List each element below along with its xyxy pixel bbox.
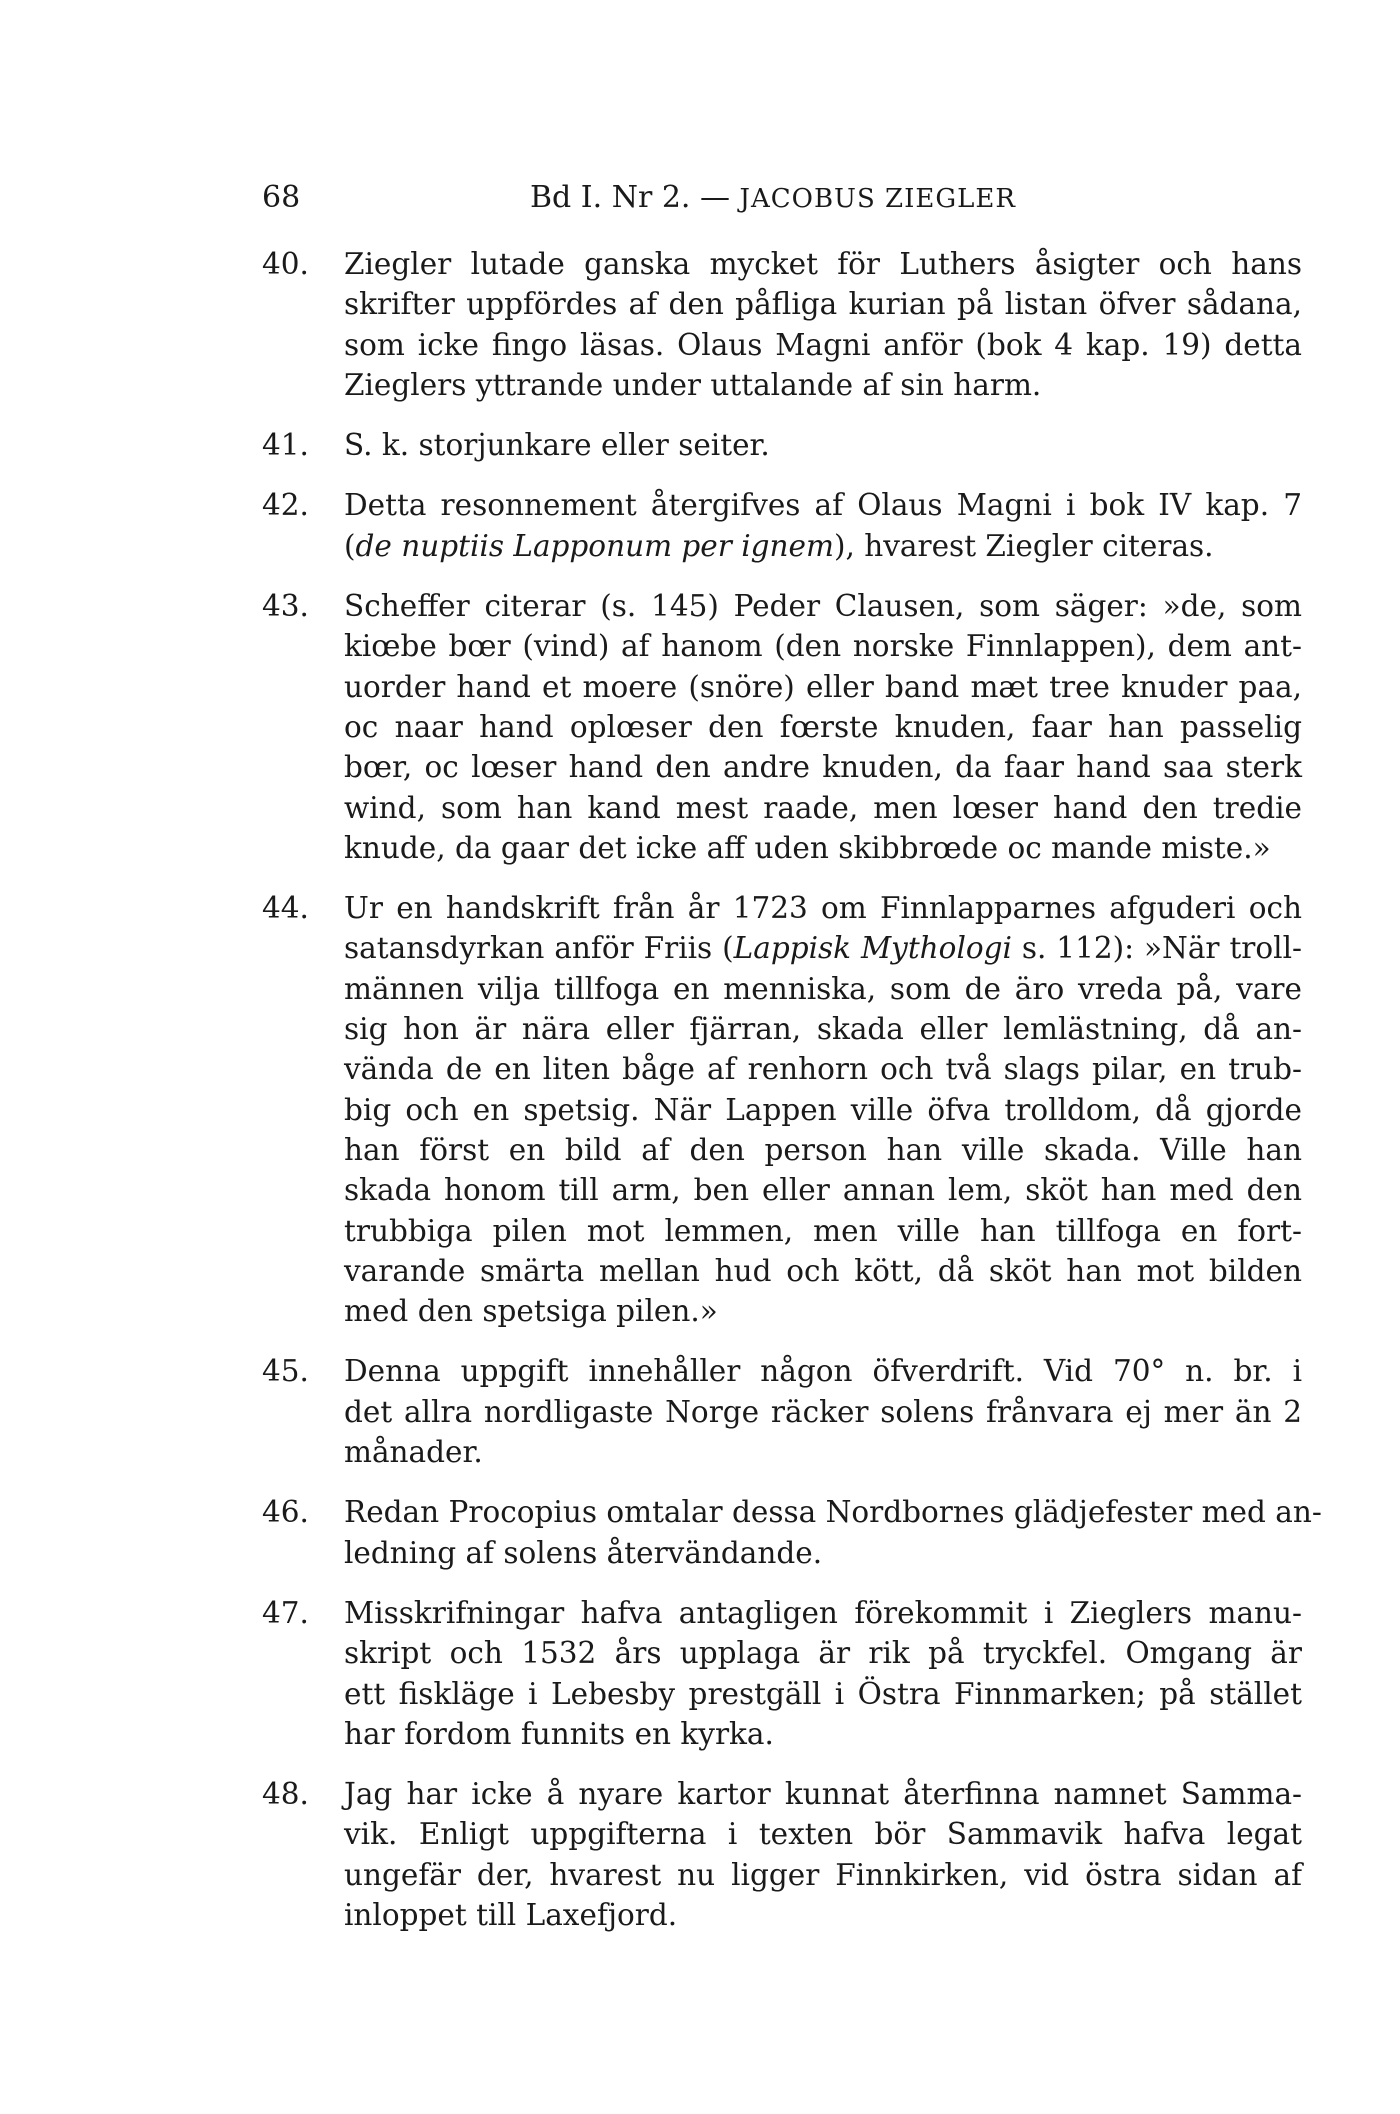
text-line: bœr, oc lœser hand den andre knuden, da faar hand saa sterk [344, 750, 1302, 785]
note-gap [262, 1472, 1302, 1492]
text-line: satansdyrkan anför Friis (Lappisk Mythologi s. 112): »När troll- [344, 931, 1302, 966]
note-gap [262, 1573, 1302, 1593]
footnote-text [344, 425, 1302, 465]
footnote-text [344, 1593, 1302, 1754]
footnote [262, 1774, 1302, 1935]
text-line: ledning af solens återvändande. [344, 1535, 823, 1570]
footnote [262, 425, 1302, 465]
text-line: det allra nordligaste Norge räcker solens frånvara ej mer än 2 [344, 1394, 1302, 1429]
page-number: 68 [262, 180, 301, 215]
text-line: han först en bild af den person han ville skada. Ville han [344, 1132, 1302, 1167]
notes-list [262, 244, 1322, 1935]
text-line: skada honom till arm, ben eller annan lem, sköt han med den [344, 1173, 1302, 1208]
text-line: ungefär der, hvarest nu ligger Finnkirken, vid östra sidan af [344, 1857, 1302, 1892]
footnote-text [344, 1492, 1322, 1573]
footnote [262, 1492, 1322, 1573]
text-line: månader. [344, 1435, 483, 1470]
footnote [262, 244, 1302, 405]
text-line: männen vilja tillfoga en menniska, som de äro vreda på, vare [344, 971, 1302, 1006]
footnote [262, 888, 1302, 1331]
text-line: Ur en handskrift från år 1723 om Finnlapparnes afguderi och [344, 891, 1302, 926]
text-line: Redan Procopius omtalar dessa Nordbornes glädjefester med an- [344, 1495, 1322, 1530]
footnote-number: 44. [262, 891, 309, 926]
footnote-text [344, 1774, 1302, 1935]
note-gap [262, 1331, 1302, 1351]
note-gap [262, 405, 1302, 425]
footnote-text [344, 586, 1302, 868]
note-gap [262, 868, 1302, 888]
text-line: ett fiskläge i Lebesby prestgäll i Östra Finnmarken; på stället [344, 1676, 1302, 1711]
text-line: (de nuptiis Lapponum per ignem), hvarest Ziegler citeras. [344, 528, 1214, 563]
footnote-number: 45. [262, 1354, 309, 1389]
footnote-number: 42. [262, 488, 309, 523]
footnote-number: 47. [262, 1595, 309, 1630]
text-line: kiœbe bœr (vind) af hanom (den norske Finnlappen), dem ant- [344, 629, 1302, 664]
text-line: Jag har icke å nyare kartor kunnat återfinna namnet Samma- [344, 1777, 1302, 1812]
text-line: oc naar hand oplœser den fœrste knuden, faar han passelig [344, 709, 1302, 744]
text-line: knude, da gaar det icke aff uden skibbrœde oc mande miste.» [344, 830, 1271, 865]
footnote-text [344, 888, 1302, 1331]
text-line: Scheffer citerar (s. 145) Peder Clausen, som säger: »de, som [344, 589, 1302, 624]
footnote-number: 41. [262, 428, 309, 463]
footnote-number: 48. [262, 1777, 309, 1812]
footnote-text [344, 485, 1302, 566]
text-line: big och en spetsig. När Lappen ville öfva trolldom, då gjorde [344, 1092, 1302, 1127]
text-line: skript och 1532 års upplaga är rik på tryckfel. Omgang är [344, 1636, 1302, 1671]
footnote [262, 586, 1302, 868]
text-line: skrifter uppfördes af den påfliga kurian på listan öfver sådana, [344, 287, 1302, 322]
text-line: har fordom funnits en kyrka. [344, 1716, 774, 1751]
text-line: Zieglers yttrande under uttalande af sin harm. [344, 367, 1042, 402]
footnote-text [344, 244, 1302, 405]
text-line: sig hon är nära eller fjärran, skada eller lemlästning, då an- [344, 1012, 1302, 1047]
text-line: wind, som han kand mest raade, men lœser hand den tredie [344, 790, 1302, 825]
footnote [262, 1351, 1302, 1472]
footnote-number: 43. [262, 589, 309, 624]
text-line: som icke fingo läsas. Olaus Magni anför (bok 4 kap. 19) detta [344, 327, 1302, 362]
text-line: Misskrifningar hafva antagligen förekommit i Zieglers manu- [344, 1595, 1302, 1630]
footnote [262, 1593, 1302, 1754]
running-title [530, 180, 1016, 217]
text-line: trubbiga pilen mot lemmen, men ville han tillfoga en fort- [344, 1213, 1302, 1248]
text-line: uorder hand et moere (snöre) eller band mæt tree knuder paa, [344, 669, 1302, 704]
text-line: med den spetsiga pilen.» [344, 1294, 718, 1329]
volume-label: Bd I. Nr 2. — [530, 180, 740, 215]
note-gap [262, 465, 1302, 485]
footnote [262, 485, 1302, 566]
text-line: Detta resonnement återgifves af Olaus Magni i bok IV kap. 7 [344, 488, 1302, 523]
note-gap [262, 1754, 1302, 1774]
text-line: vik. Enligt uppgifterna i texten bör Sammavik hafva legat [344, 1817, 1302, 1852]
footnote-text [344, 1351, 1302, 1472]
running-head [262, 180, 1040, 216]
text-line: Denna uppgift innehåller någon öfverdrift. Vid 70° n. br. i [344, 1354, 1302, 1389]
text-line: inloppet till Laxefjord. [344, 1897, 678, 1932]
footnote-number: 46. [262, 1495, 309, 1530]
footnote-number: 40. [262, 247, 309, 281]
text-line: Ziegler lutade ganska mycket för Luthers åsigter och hans [344, 247, 1302, 281]
text-line: vända de en liten båge af renhorn och två slags pilar, en trub- [344, 1052, 1302, 1087]
note-gap [262, 566, 1302, 586]
text-line: varande smärta mellan hud och kött, då sköt han mot bilden [344, 1253, 1302, 1288]
author-name: JACOBUS ZIEGLER [739, 184, 1016, 214]
text-line: S. k. storjunkare eller seiter. [344, 428, 770, 463]
